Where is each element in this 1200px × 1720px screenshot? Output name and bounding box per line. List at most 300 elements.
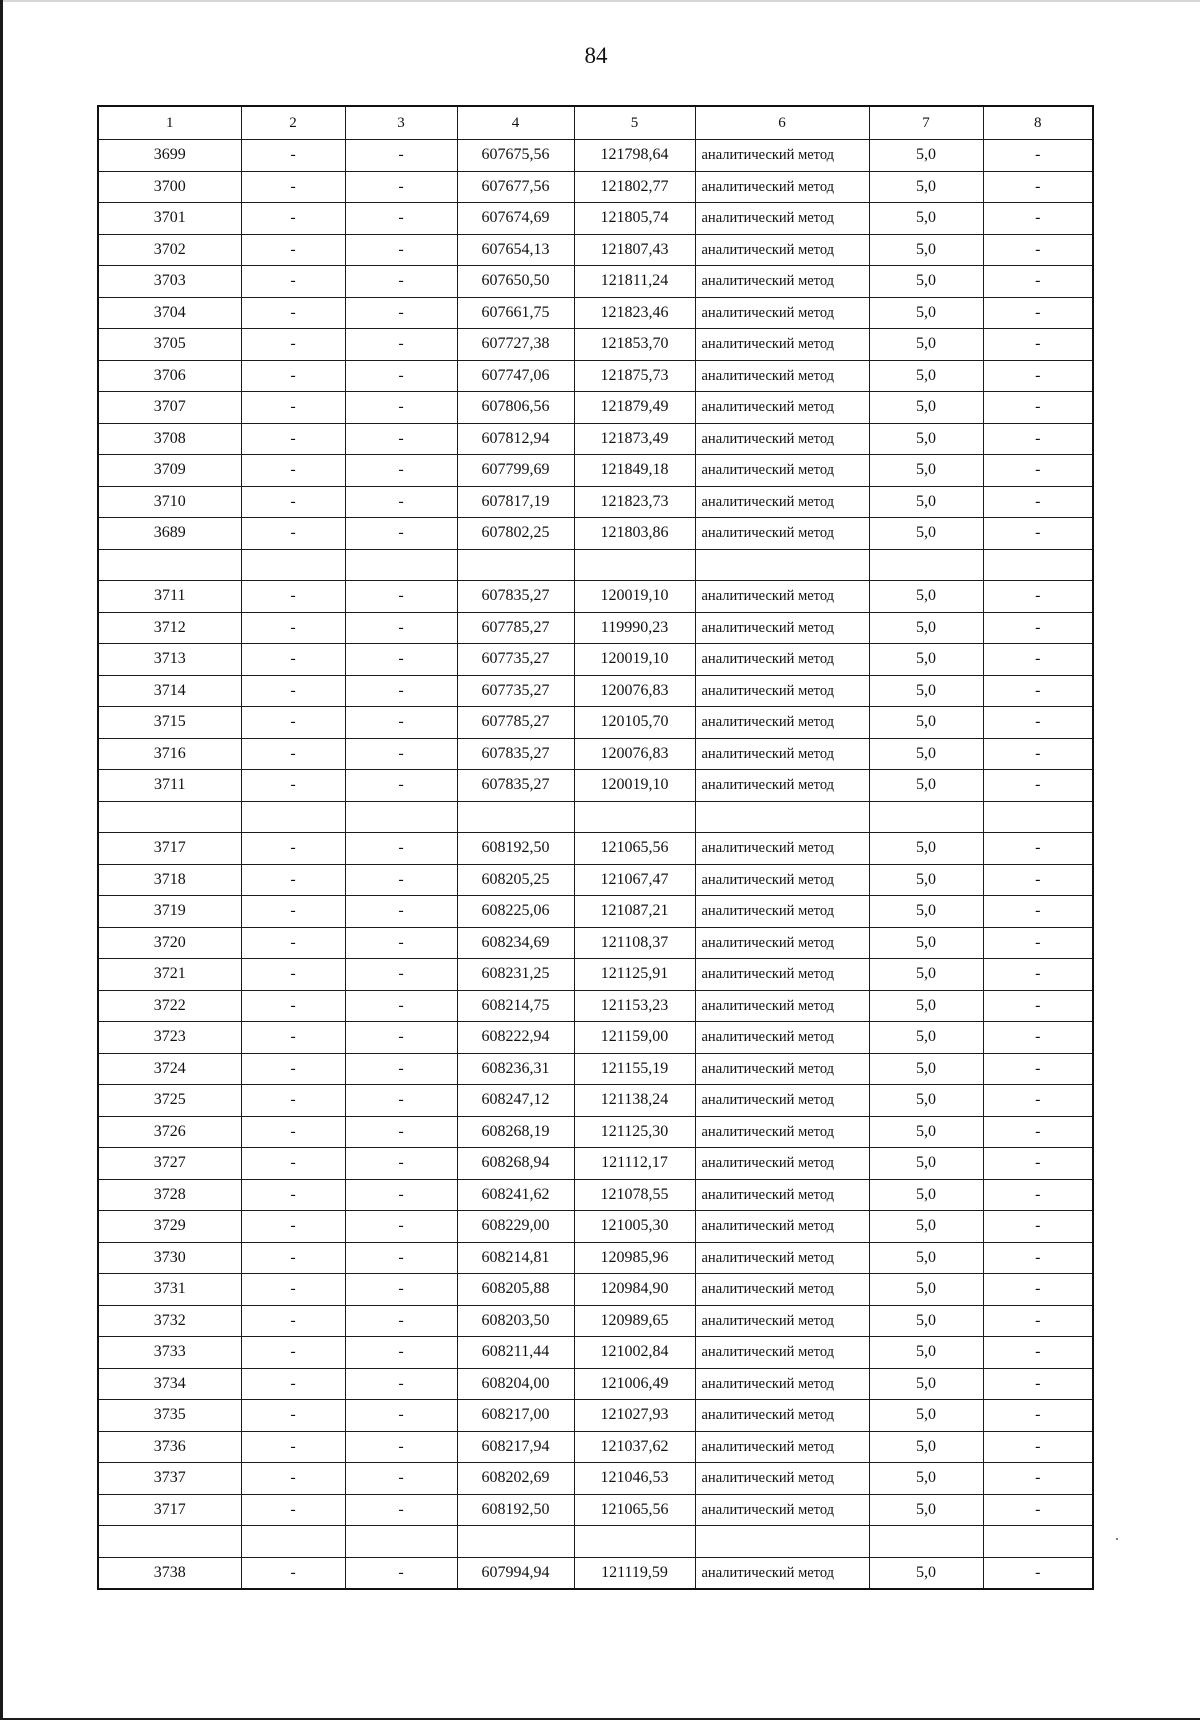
col8-cell: - [983, 612, 1093, 644]
y-coordinate-cell: 121125,30 [574, 1116, 695, 1148]
accuracy-cell: 5,0 [869, 329, 983, 361]
col3-cell: - [345, 1305, 457, 1337]
point-number-cell: 3729 [98, 1211, 241, 1243]
col8-cell: - [983, 896, 1093, 928]
y-coordinate-cell: 120076,83 [574, 675, 695, 707]
empty-cell [574, 1526, 695, 1558]
col3-cell: - [345, 1053, 457, 1085]
method-cell: аналитический метод [695, 455, 869, 487]
y-coordinate-cell: 121065,56 [574, 833, 695, 865]
x-coordinate-cell: 607835,27 [457, 581, 574, 613]
col3-cell: - [345, 455, 457, 487]
col2-cell: - [241, 833, 345, 865]
accuracy-cell: 5,0 [869, 770, 983, 802]
point-number-cell: 3708 [98, 423, 241, 455]
x-coordinate-cell: 607812,94 [457, 423, 574, 455]
col3-cell: - [345, 171, 457, 203]
accuracy-cell: 5,0 [869, 1179, 983, 1211]
point-number-cell: 3703 [98, 266, 241, 298]
method-cell: аналитический метод [695, 1179, 869, 1211]
col8-cell: - [983, 959, 1093, 991]
col2-cell: - [241, 486, 345, 518]
method-cell: аналитический метод [695, 1337, 869, 1369]
table-row-separator [98, 1526, 1093, 1558]
accuracy-cell: 5,0 [869, 234, 983, 266]
empty-cell [869, 1526, 983, 1558]
col8-cell: - [983, 203, 1093, 235]
empty-cell [457, 1526, 574, 1558]
table-row [98, 423, 1093, 455]
empty-cell [574, 549, 695, 581]
method-cell: аналитический метод [695, 266, 869, 298]
point-number-cell: 3700 [98, 171, 241, 203]
x-coordinate-cell: 608268,19 [457, 1116, 574, 1148]
col8-cell: - [983, 297, 1093, 329]
col2-cell: - [241, 896, 345, 928]
table-row [98, 1148, 1093, 1180]
point-number-cell: 3730 [98, 1242, 241, 1274]
accuracy-cell: 5,0 [869, 738, 983, 770]
column-header: 4 [457, 106, 574, 140]
table-row [98, 1368, 1093, 1400]
col3-cell: - [345, 612, 457, 644]
y-coordinate-cell: 121153,23 [574, 990, 695, 1022]
col3-cell: - [345, 423, 457, 455]
col8-cell: - [983, 1211, 1093, 1243]
col2-cell: - [241, 1463, 345, 1495]
accuracy-cell: 5,0 [869, 486, 983, 518]
col8-cell: - [983, 1431, 1093, 1463]
table-row [98, 1274, 1093, 1306]
method-cell: аналитический метод [695, 644, 869, 676]
column-header: 7 [869, 106, 983, 140]
col2-cell: - [241, 234, 345, 266]
point-number-cell: 3726 [98, 1116, 241, 1148]
col3-cell: - [345, 1463, 457, 1495]
x-coordinate-cell: 607661,75 [457, 297, 574, 329]
accuracy-cell: 5,0 [869, 1305, 983, 1337]
table-row [98, 1022, 1093, 1054]
x-coordinate-cell: 608192,50 [457, 833, 574, 865]
table-row [98, 392, 1093, 424]
col2-cell: - [241, 1242, 345, 1274]
accuracy-cell: 5,0 [869, 1557, 983, 1589]
col2-cell: - [241, 1148, 345, 1180]
col3-cell: - [345, 1557, 457, 1589]
x-coordinate-cell: 608247,12 [457, 1085, 574, 1117]
col8-cell: - [983, 1274, 1093, 1306]
y-coordinate-cell: 121803,86 [574, 518, 695, 550]
method-cell: аналитический метод [695, 864, 869, 896]
col2-cell: - [241, 1431, 345, 1463]
table-row [98, 1242, 1093, 1274]
col8-cell: - [983, 140, 1093, 172]
y-coordinate-cell: 120989,65 [574, 1305, 695, 1337]
point-number-cell: 3728 [98, 1179, 241, 1211]
col3-cell: - [345, 770, 457, 802]
table-row [98, 581, 1093, 613]
method-cell: аналитический метод [695, 990, 869, 1022]
point-number-cell: 3717 [98, 1494, 241, 1526]
method-cell: аналитический метод [695, 1242, 869, 1274]
table-row-separator [98, 549, 1093, 581]
point-number-cell: 3689 [98, 518, 241, 550]
accuracy-cell: 5,0 [869, 833, 983, 865]
x-coordinate-cell: 607785,27 [457, 707, 574, 739]
empty-cell [983, 549, 1093, 581]
point-number-cell: 3705 [98, 329, 241, 361]
col8-cell: - [983, 927, 1093, 959]
accuracy-cell: 5,0 [869, 1116, 983, 1148]
accuracy-cell: 5,0 [869, 707, 983, 739]
col8-cell: - [983, 1179, 1093, 1211]
col2-cell: - [241, 1211, 345, 1243]
accuracy-cell: 5,0 [869, 171, 983, 203]
accuracy-cell: 5,0 [869, 1463, 983, 1495]
table-row [98, 1431, 1093, 1463]
empty-cell [695, 549, 869, 581]
x-coordinate-cell: 608205,88 [457, 1274, 574, 1306]
col2-cell: - [241, 297, 345, 329]
y-coordinate-cell: 121027,93 [574, 1400, 695, 1432]
col3-cell: - [345, 833, 457, 865]
col2-cell: - [241, 864, 345, 896]
y-coordinate-cell: 121078,55 [574, 1179, 695, 1211]
x-coordinate-cell: 608236,31 [457, 1053, 574, 1085]
point-number-cell: 3724 [98, 1053, 241, 1085]
x-coordinate-cell: 607835,27 [457, 770, 574, 802]
y-coordinate-cell: 121853,70 [574, 329, 695, 361]
col2-cell: - [241, 1337, 345, 1369]
y-coordinate-cell: 121807,43 [574, 234, 695, 266]
col3-cell: - [345, 738, 457, 770]
col2-cell: - [241, 1400, 345, 1432]
col2-cell: - [241, 171, 345, 203]
table-row [98, 707, 1093, 739]
point-number-cell: 3736 [98, 1431, 241, 1463]
table-row [98, 1337, 1093, 1369]
col8-cell: - [983, 360, 1093, 392]
accuracy-cell: 5,0 [869, 1494, 983, 1526]
empty-cell [983, 1526, 1093, 1558]
x-coordinate-cell: 608192,50 [457, 1494, 574, 1526]
y-coordinate-cell: 121087,21 [574, 896, 695, 928]
column-header: 6 [695, 106, 869, 140]
point-number-cell: 3737 [98, 1463, 241, 1495]
accuracy-cell: 5,0 [869, 581, 983, 613]
y-coordinate-cell: 121802,77 [574, 171, 695, 203]
col8-cell: - [983, 1494, 1093, 1526]
accuracy-cell: 5,0 [869, 864, 983, 896]
x-coordinate-cell: 608225,06 [457, 896, 574, 928]
x-coordinate-cell: 607994,94 [457, 1557, 574, 1589]
col2-cell: - [241, 1368, 345, 1400]
y-coordinate-cell: 121811,24 [574, 266, 695, 298]
method-cell: аналитический метод [695, 234, 869, 266]
method-cell: аналитический метод [695, 1148, 869, 1180]
method-cell: аналитический метод [695, 738, 869, 770]
method-cell: аналитический метод [695, 1274, 869, 1306]
col2-cell: - [241, 612, 345, 644]
table-row [98, 1085, 1093, 1117]
col2-cell: - [241, 675, 345, 707]
table-row [98, 266, 1093, 298]
col3-cell: - [345, 360, 457, 392]
x-coordinate-cell: 607802,25 [457, 518, 574, 550]
table-row [98, 455, 1093, 487]
col3-cell: - [345, 392, 457, 424]
col8-cell: - [983, 581, 1093, 613]
method-cell: аналитический метод [695, 1400, 869, 1432]
y-coordinate-cell: 121805,74 [574, 203, 695, 235]
empty-cell [457, 801, 574, 833]
col8-cell: - [983, 171, 1093, 203]
point-number-cell: 3720 [98, 927, 241, 959]
col2-cell: - [241, 644, 345, 676]
empty-cell [345, 1526, 457, 1558]
y-coordinate-cell: 121159,00 [574, 1022, 695, 1054]
y-coordinate-cell: 121002,84 [574, 1337, 695, 1369]
x-coordinate-cell: 608231,25 [457, 959, 574, 991]
accuracy-cell: 5,0 [869, 959, 983, 991]
accuracy-cell: 5,0 [869, 423, 983, 455]
method-cell: аналитический метод [695, 392, 869, 424]
col8-cell: - [983, 1337, 1093, 1369]
col2-cell: - [241, 518, 345, 550]
y-coordinate-cell: 121823,46 [574, 297, 695, 329]
point-number-cell: 3710 [98, 486, 241, 518]
method-cell: аналитический метод [695, 518, 869, 550]
col2-cell: - [241, 140, 345, 172]
col8-cell: - [983, 833, 1093, 865]
coordinates-table [97, 105, 1094, 1590]
x-coordinate-cell: 608203,50 [457, 1305, 574, 1337]
col3-cell: - [345, 203, 457, 235]
table-row [98, 1557, 1093, 1589]
method-cell: аналитический метод [695, 1557, 869, 1589]
x-coordinate-cell: 608268,94 [457, 1148, 574, 1180]
point-number-cell: 3734 [98, 1368, 241, 1400]
y-coordinate-cell: 121037,62 [574, 1431, 695, 1463]
x-coordinate-cell: 608205,25 [457, 864, 574, 896]
x-coordinate-cell: 608214,75 [457, 990, 574, 1022]
y-coordinate-cell: 121112,17 [574, 1148, 695, 1180]
point-number-cell: 3719 [98, 896, 241, 928]
col3-cell: - [345, 1022, 457, 1054]
col3-cell: - [345, 518, 457, 550]
col3-cell: - [345, 959, 457, 991]
col8-cell: - [983, 234, 1093, 266]
x-coordinate-cell: 607747,06 [457, 360, 574, 392]
accuracy-cell: 5,0 [869, 360, 983, 392]
accuracy-cell: 5,0 [869, 675, 983, 707]
col3-cell: - [345, 486, 457, 518]
y-coordinate-cell: 121798,64 [574, 140, 695, 172]
accuracy-cell: 5,0 [869, 1022, 983, 1054]
y-coordinate-cell: 121046,53 [574, 1463, 695, 1495]
table-row [98, 959, 1093, 991]
col8-cell: - [983, 392, 1093, 424]
x-coordinate-cell: 608204,00 [457, 1368, 574, 1400]
column-header: 5 [574, 106, 695, 140]
col2-cell: - [241, 329, 345, 361]
method-cell: аналитический метод [695, 1053, 869, 1085]
empty-cell [695, 1526, 869, 1558]
x-coordinate-cell: 607677,56 [457, 171, 574, 203]
method-cell: аналитический метод [695, 707, 869, 739]
x-coordinate-cell: 607817,19 [457, 486, 574, 518]
method-cell: аналитический метод [695, 486, 869, 518]
col8-cell: - [983, 644, 1093, 676]
col2-cell: - [241, 738, 345, 770]
col8-cell: - [983, 518, 1093, 550]
empty-cell [869, 549, 983, 581]
point-number-cell: 3732 [98, 1305, 241, 1337]
col3-cell: - [345, 1242, 457, 1274]
point-number-cell: 3702 [98, 234, 241, 266]
col3-cell: - [345, 675, 457, 707]
x-coordinate-cell: 607727,38 [457, 329, 574, 361]
method-cell: аналитический метод [695, 1116, 869, 1148]
accuracy-cell: 5,0 [869, 140, 983, 172]
table-row [98, 297, 1093, 329]
x-coordinate-cell: 608229,00 [457, 1211, 574, 1243]
table-row [98, 1053, 1093, 1085]
y-coordinate-cell: 120105,70 [574, 707, 695, 739]
method-cell: аналитический метод [695, 581, 869, 613]
col2-cell: - [241, 927, 345, 959]
accuracy-cell: 5,0 [869, 1085, 983, 1117]
col3-cell: - [345, 864, 457, 896]
accuracy-cell: 5,0 [869, 1053, 983, 1085]
point-number-cell: 3723 [98, 1022, 241, 1054]
col3-cell: - [345, 1431, 457, 1463]
table-row-separator [98, 801, 1093, 833]
col2-cell: - [241, 959, 345, 991]
table-row [98, 203, 1093, 235]
point-number-cell: 3713 [98, 644, 241, 676]
col2-cell: - [241, 1494, 345, 1526]
col8-cell: - [983, 1557, 1093, 1589]
y-coordinate-cell: 121065,56 [574, 1494, 695, 1526]
empty-cell [574, 801, 695, 833]
col2-cell: - [241, 423, 345, 455]
col3-cell: - [345, 1274, 457, 1306]
x-coordinate-cell: 607654,13 [457, 234, 574, 266]
point-number-cell: 3711 [98, 770, 241, 802]
method-cell: аналитический метод [695, 959, 869, 991]
point-number-cell: 3735 [98, 1400, 241, 1432]
col2-cell: - [241, 1557, 345, 1589]
point-number-cell: 3718 [98, 864, 241, 896]
table-row [98, 1305, 1093, 1337]
point-number-cell: 3722 [98, 990, 241, 1022]
col8-cell: - [983, 423, 1093, 455]
point-number-cell: 3709 [98, 455, 241, 487]
col8-cell: - [983, 675, 1093, 707]
empty-cell [98, 801, 241, 833]
column-header: 2 [241, 106, 345, 140]
method-cell: аналитический метод [695, 140, 869, 172]
method-cell: аналитический метод [695, 203, 869, 235]
x-coordinate-cell: 607674,69 [457, 203, 574, 235]
y-coordinate-cell: 120076,83 [574, 738, 695, 770]
col8-cell: - [983, 1053, 1093, 1085]
y-coordinate-cell: 120985,96 [574, 1242, 695, 1274]
accuracy-cell: 5,0 [869, 1274, 983, 1306]
method-cell: аналитический метод [695, 1494, 869, 1526]
point-number-cell: 3717 [98, 833, 241, 865]
y-coordinate-cell: 121873,49 [574, 423, 695, 455]
col3-cell: - [345, 266, 457, 298]
empty-cell [345, 549, 457, 581]
x-coordinate-cell: 607785,27 [457, 612, 574, 644]
y-coordinate-cell: 119990,23 [574, 612, 695, 644]
col3-cell: - [345, 1179, 457, 1211]
accuracy-cell: 5,0 [869, 266, 983, 298]
x-coordinate-cell: 608234,69 [457, 927, 574, 959]
point-number-cell: 3733 [98, 1337, 241, 1369]
method-cell: аналитический метод [695, 1368, 869, 1400]
y-coordinate-cell: 121138,24 [574, 1085, 695, 1117]
table-row [98, 360, 1093, 392]
table-row [98, 140, 1093, 172]
x-coordinate-cell: 607806,56 [457, 392, 574, 424]
col2-cell: - [241, 1053, 345, 1085]
col3-cell: - [345, 927, 457, 959]
table-row [98, 990, 1093, 1022]
col2-cell: - [241, 1179, 345, 1211]
table-row [98, 1211, 1093, 1243]
empty-cell [98, 1526, 241, 1558]
column-header: 8 [983, 106, 1093, 140]
method-cell: аналитический метод [695, 297, 869, 329]
table-row [98, 833, 1093, 865]
table-row [98, 1116, 1093, 1148]
accuracy-cell: 5,0 [869, 297, 983, 329]
y-coordinate-cell: 120019,10 [574, 770, 695, 802]
x-coordinate-cell: 608241,62 [457, 1179, 574, 1211]
method-cell: аналитический метод [695, 329, 869, 361]
point-number-cell: 3704 [98, 297, 241, 329]
method-cell: аналитический метод [695, 423, 869, 455]
point-number-cell: 3699 [98, 140, 241, 172]
table-row [98, 171, 1093, 203]
point-number-cell: 3714 [98, 675, 241, 707]
empty-cell [695, 801, 869, 833]
point-number-cell: 3706 [98, 360, 241, 392]
page-number: 84 [584, 43, 608, 68]
col3-cell: - [345, 140, 457, 172]
scan-edge-left [0, 0, 3, 1720]
x-coordinate-cell: 607735,27 [457, 675, 574, 707]
table-row [98, 770, 1093, 802]
method-cell: аналитический метод [695, 833, 869, 865]
col8-cell: - [983, 1305, 1093, 1337]
accuracy-cell: 5,0 [869, 1400, 983, 1432]
col3-cell: - [345, 329, 457, 361]
table-row [98, 896, 1093, 928]
col8-cell: - [983, 1116, 1093, 1148]
col8-cell: - [983, 1022, 1093, 1054]
y-coordinate-cell: 120984,90 [574, 1274, 695, 1306]
point-number-cell: 3738 [98, 1557, 241, 1589]
table-row [98, 675, 1093, 707]
method-cell: аналитический метод [695, 927, 869, 959]
accuracy-cell: 5,0 [869, 612, 983, 644]
accuracy-cell: 5,0 [869, 1337, 983, 1369]
x-coordinate-cell: 608214,81 [457, 1242, 574, 1274]
